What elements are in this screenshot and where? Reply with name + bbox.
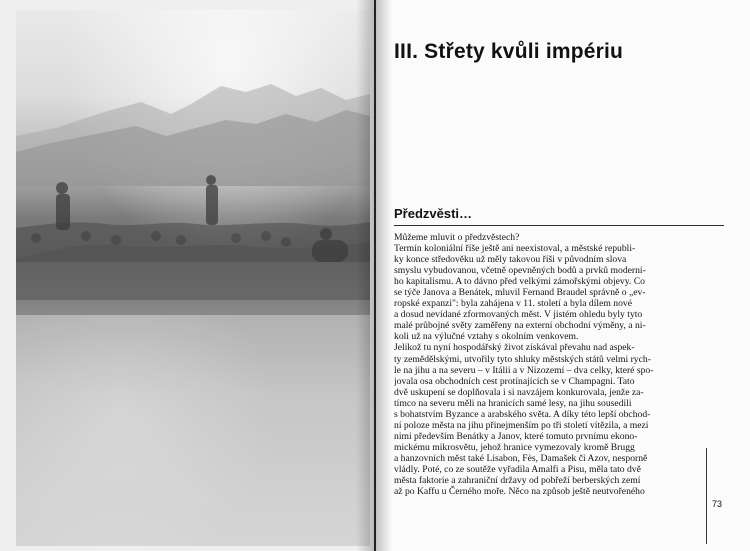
- body-line: mickému mikrosvětu, jehož hranice vymezovaly kromě Brugg: [394, 441, 635, 453]
- left-page: [0, 0, 374, 551]
- body-line: ty zemědělskými, utvořily tyto shluky městských států velmi rych-: [394, 353, 651, 365]
- body-line: tímco na severu měli na hranicích samé lesy, na jihu sousedili: [394, 397, 632, 409]
- body-line: ky konce středověku už měly takovou říši v původním slova: [394, 254, 627, 266]
- body-text: [394, 232, 705, 542]
- body-line: Můžeme mluvit o předzvěstech?: [394, 232, 520, 243]
- body-line: dvě uskupení se doplňovala i si navzájem konkurovala, jenže za-: [394, 386, 644, 398]
- body-line: města faktorie a zahraniční državy od pobřeží berberských zemí: [394, 475, 641, 487]
- section-heading: Předzvěsti…: [394, 206, 473, 221]
- right-page-shadow: [376, 0, 392, 551]
- body-line: s bohatstvím Byzance a arabského světa. A díky této lepší obchod-: [394, 408, 651, 420]
- right-page: [376, 0, 750, 551]
- body-line: ní poloze města na jihu přinejmenším po tři století vítězila, a mezi: [394, 419, 649, 431]
- section-divider: [394, 225, 724, 226]
- body-line: se týče Janova a Benátek, mluvil Fernand Braudel správně o „ev-: [394, 287, 646, 299]
- body-line: až po Kaffu u Černého moře. Něco na způsob ještě neutvořeného: [394, 486, 645, 498]
- body-line: Termín koloniální říše ještě ani neexistoval, a městské republi-: [394, 243, 636, 255]
- body-line: ho kapitalismu. A to dávno před velkými zámořskými objevy. Co: [394, 276, 645, 288]
- page-number: 73: [712, 499, 723, 509]
- body-line: le na jihu a na severu – v Itálii a v Nizozemí – dva celky, které spo-: [394, 364, 654, 376]
- body-line: jovala osa obchodních cest protínajících se v Champagni. Tato: [394, 375, 635, 387]
- chapter-divider: [394, 67, 724, 68]
- body-line: malé průbojné světy zaměřeny na externí obchodní výměny, a ni-: [394, 320, 646, 332]
- photo-lower-inset: [16, 315, 370, 546]
- seated-crowd: [16, 150, 370, 300]
- body-line: vládly. Poté, co ze soutěže vyřadila Amalfi a Pisu, měla tato dvě: [394, 463, 641, 475]
- margin-rule: [706, 448, 707, 544]
- photo-upper-scene: [16, 10, 370, 315]
- body-line: a hanzovních měst také Lisabon, Fès, Damašek či Azov, nesporně: [394, 452, 648, 464]
- body-line: koli už na výlučné vztahy s okolním venkovem.: [394, 331, 579, 343]
- body-line: smyslu vybudovanou, včetně opevněných bodů a prvků moderní-: [394, 265, 646, 277]
- body-line: nimi především Benátky a Janov, které tomuto prvnímu ekono-: [394, 430, 638, 442]
- left-page-shadow: [356, 0, 374, 551]
- historical-photograph: [16, 10, 370, 546]
- body-line: a dosud nevídané zformovaných měst. V jistém ohledu byly tyto: [394, 309, 643, 321]
- body-line: ropské expanzi": byla zahájena v 11. století a byla dílem nové: [394, 298, 632, 310]
- body-line: Jelikož tu nyní hospodářský život získával převahu nad aspek-: [394, 342, 635, 354]
- chapter-title: III. Střety kvůli impériu: [394, 40, 624, 63]
